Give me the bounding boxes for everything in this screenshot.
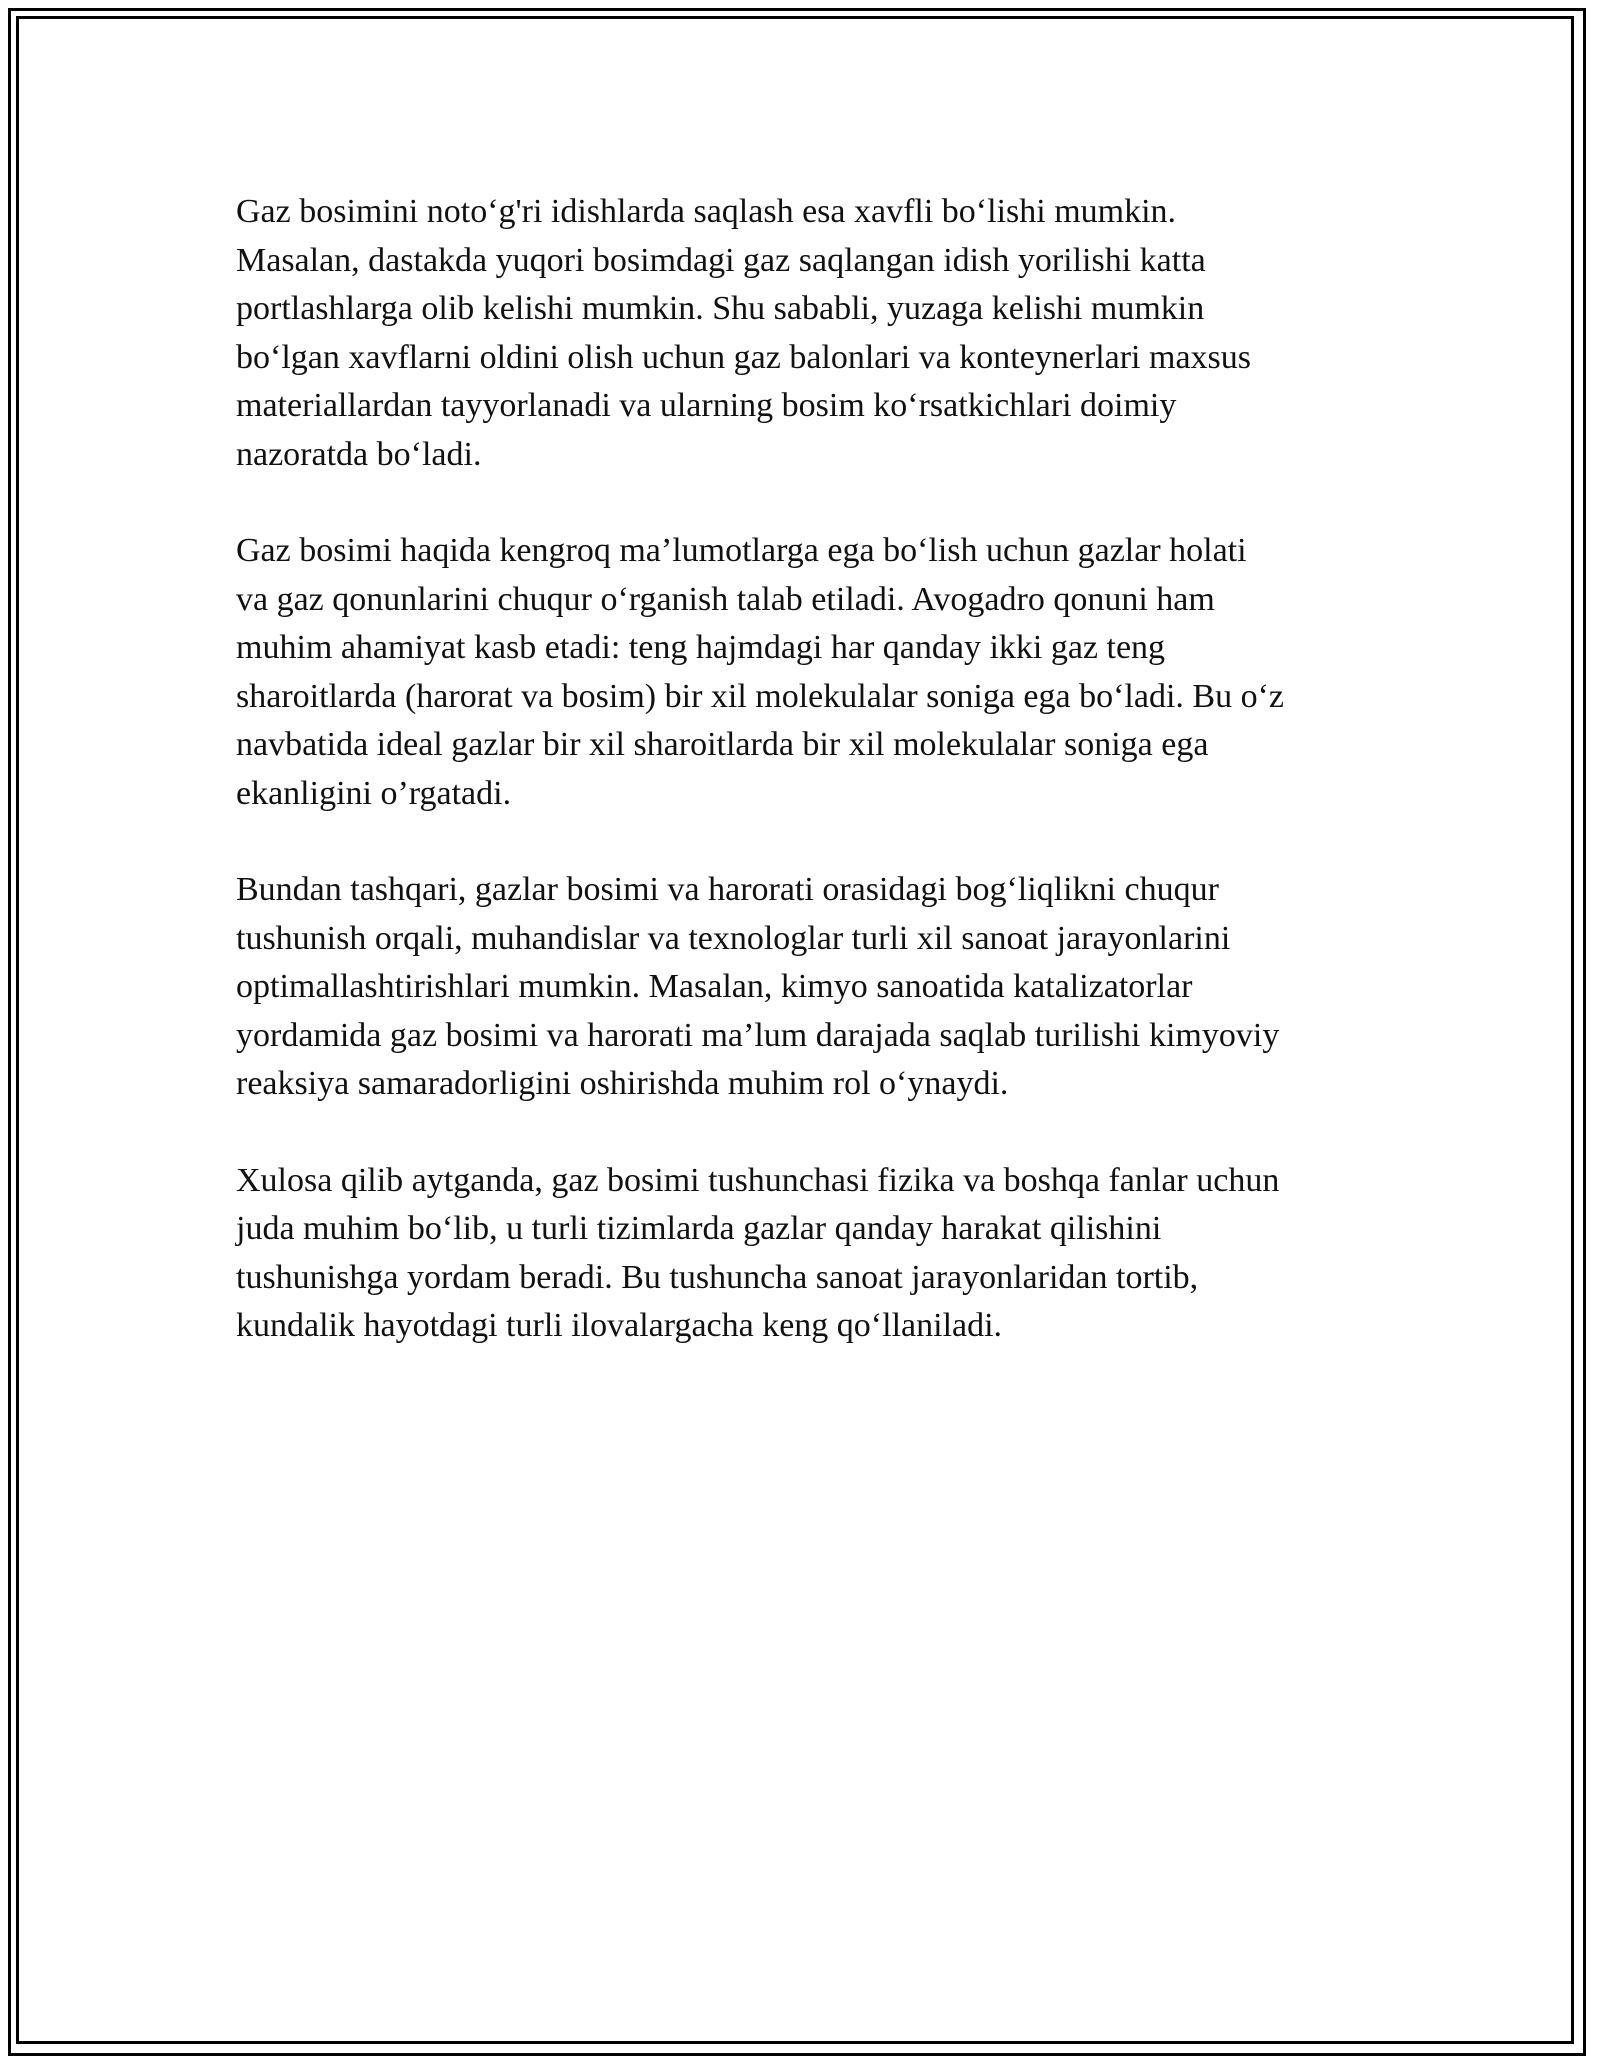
text-line: ekanligini o’rgatadi. <box>236 774 512 812</box>
text-line: va gaz qonunlarini chuqur o‘rganish talab etiladi. Avogadro qonuni ham <box>236 580 1215 618</box>
text-line: portlashlarga olib kelishi mumkin. Shu sababli, yuzaga kelishi mumkin <box>236 290 1205 327</box>
text-line: tushunishga yordam beradi. Bu tushuncha sanoat jarayonlaridan tortib, <box>236 1258 1199 1296</box>
text-line: muhim ahamiyat kasb etadi: teng hajmdagi har qanday ikki gaz teng <box>236 629 1166 666</box>
text-line: yordamida gaz bosimi va harorati ma’lum darajada saqlab turilishi kimyoviy <box>236 1016 1280 1054</box>
text-line: nazoratda bo‘ladi. <box>236 435 482 473</box>
document-body <box>236 188 1376 1399</box>
paragraph-1 <box>236 188 1376 479</box>
text-line: bo‘lgan xavflarni oldini olish uchun gaz balonlari va konteynerlari maxsus <box>236 338 1252 376</box>
text-line: Gaz bosimini noto‘g'ri idishlarda saqlash esa xavfli bo‘lishi mumkin. <box>236 193 1177 230</box>
paragraph-4 <box>236 1157 1376 1351</box>
text-line: optimallashtirishlari mumkin. Masalan, kimyo sanoatida katalizatorlar <box>236 968 1193 1005</box>
text-line: navbatida ideal gazlar bir xil sharoitlarda bir xil molekulalar soniga ega <box>236 726 1209 763</box>
paragraph-3 <box>236 866 1376 1109</box>
text-line: Xulosa qilib aytganda, gaz bosimi tushunchasi fizika va boshqa fanlar uchun <box>236 1161 1280 1199</box>
text-line: Masalan, dastakda yuqori bosimdagi gaz saqlangan idish yorilishi katta <box>236 241 1206 279</box>
text-line: juda muhim bo‘lib, u turli tizimlarda gazlar qanday harakat qilishini <box>236 1210 1162 1247</box>
text-line: Gaz bosimi haqida kengroq ma’lumotlarga ega bo‘lish uchun gazlar holati <box>236 532 1247 569</box>
text-line: kundalik hayotdagi turli ilovalargacha keng qo‘llaniladi. <box>236 1307 1003 1344</box>
text-line: materiallardan tayyorlanadi va ularning bosim ko‘rsatkichlari doimiy <box>236 387 1177 424</box>
paragraph-2 <box>236 527 1376 818</box>
text-line: tushunish orqali, muhandislar va texnologlar turli xil sanoat jarayonlarini <box>236 919 1231 957</box>
text-line: Bundan tashqari, gazlar bosimi va harorati orasidagi bog‘liqlikni chuqur <box>236 871 1219 908</box>
text-line: reaksiya samaradorligini oshirishda muhim rol o‘ynaydi. <box>236 1065 1009 1102</box>
text-line: sharoitlarda (harorat va bosim) bir xil molekulalar soniga ega bo‘ladi. Bu o‘z <box>236 677 1285 715</box>
